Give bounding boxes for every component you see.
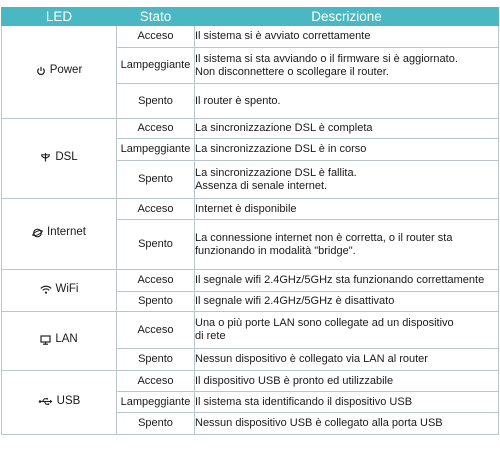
header-descrizione: Descrizione [195, 8, 499, 26]
description-text: Nessun dispositivo USB è collegato alla porta USB [195, 417, 443, 429]
lan-icon [40, 335, 51, 345]
state-cell: Acceso [117, 199, 195, 220]
description-text: Il sistema sta identificando il dispositivo USB [195, 395, 413, 408]
description-text: Nessun dispositivo è collegato via LAN al router [195, 353, 428, 365]
led-label: LAN [55, 333, 78, 346]
table-row [2, 119, 499, 139]
description-cell [195, 161, 499, 199]
description-text: Il segnale wifi 2.4GHz/5GHz sta funzionando correttamente [195, 274, 485, 286]
header-led: LED [2, 8, 117, 26]
description-text: La sincronizzazione DSL è completa [195, 122, 373, 134]
table-header-row [2, 8, 499, 26]
description-text: Il router è spento. [195, 94, 281, 107]
description-cell [195, 270, 499, 292]
description-text: Il dispositivo USB è pronto ed utilizzabile [195, 374, 394, 387]
state-cell: Acceso [117, 270, 195, 292]
header-stato: Stato [117, 8, 195, 26]
description-text: La sincronizzazione DSL è fallita. [195, 166, 357, 179]
description-text: Non disconnettere o scollegare il router. [195, 65, 389, 78]
state-cell: Lampeggiante [117, 48, 195, 84]
state-cell: Spento [117, 349, 195, 371]
led-cell-power [2, 26, 117, 119]
state-cell: Spento [117, 413, 195, 435]
description-cell [195, 349, 499, 371]
state-cell: Acceso [117, 119, 195, 139]
table-row [2, 312, 499, 349]
led-cell-usb [2, 371, 117, 435]
description-cell [195, 312, 499, 349]
state-cell: Lampeggiante [117, 139, 195, 161]
description-cell [195, 220, 499, 270]
description-cell [195, 119, 499, 139]
internet-icon [32, 228, 43, 238]
description-cell [195, 48, 499, 84]
description-text: Il segnale wifi 2.4GHz/5GHz è disattivato [195, 295, 395, 307]
led-label: Power [49, 64, 83, 77]
description-cell [195, 292, 499, 312]
description-cell [195, 26, 499, 48]
description-text: di rete [195, 330, 226, 342]
dsl-icon [40, 152, 51, 162]
state-cell: Acceso [117, 26, 195, 48]
description-cell [195, 392, 499, 413]
led-cell-wifi [2, 270, 117, 312]
description-text: Una o più porte LAN sono collegate ad un dispositivo [195, 317, 454, 329]
table-row [2, 26, 499, 48]
power-icon [36, 66, 46, 76]
led-cell-lan [2, 312, 117, 371]
description-cell [195, 139, 499, 161]
state-cell: Acceso [117, 312, 195, 349]
table-row [2, 371, 499, 392]
led-cell-dsl [2, 119, 117, 199]
led-label: DSL [55, 150, 78, 163]
description-cell [195, 413, 499, 435]
description-text: La connessione internet non è corretta, o il router sta [195, 231, 453, 244]
description-text: Il sistema si sta avviando o il firmware si è aggiornato. [195, 52, 458, 65]
state-cell: Spento [117, 161, 195, 199]
description-text: Internet è disponibile [195, 202, 297, 215]
usb-icon [38, 397, 53, 406]
description-text: funzionando in modalità "bridge". [195, 244, 356, 257]
led-label: Internet [47, 226, 86, 239]
description-cell [195, 371, 499, 392]
led-label: WiFi [55, 283, 79, 295]
led-status-table [1, 7, 499, 435]
state-cell: Spento [117, 84, 195, 119]
led-cell-internet [2, 199, 117, 270]
table-row [2, 270, 499, 292]
wifi-icon [40, 285, 52, 294]
state-cell: Spento [117, 292, 195, 312]
description-text: Assenza di senale internet. [195, 179, 328, 192]
led-label: USB [56, 395, 81, 407]
description-cell [195, 84, 499, 119]
state-cell: Spento [117, 220, 195, 270]
description-cell [195, 199, 499, 220]
state-cell: Lampeggiante [117, 392, 195, 413]
description-text: La sincronizzazione DSL è in corso [195, 143, 367, 155]
description-text: Il sistema si è avviato correttamente [195, 30, 371, 42]
state-cell: Acceso [117, 371, 195, 392]
table-row [2, 199, 499, 220]
